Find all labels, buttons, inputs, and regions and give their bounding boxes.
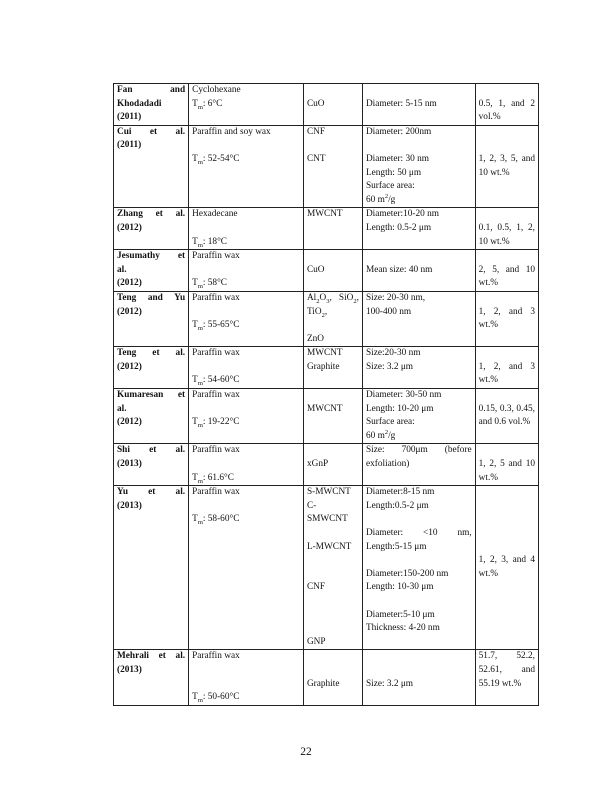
- pcm-line: $T_m$: 6°C: [192, 98, 223, 111]
- size-line: Diameter:5-10 μm: [365, 609, 435, 620]
- pcm-line: [192, 554, 300, 568]
- additive-line: [307, 194, 359, 208]
- additive-line: [307, 472, 359, 486]
- pcm-line: [192, 622, 300, 636]
- author-line: Fan and: [117, 85, 186, 95]
- pcm-line: [192, 264, 300, 278]
- loading-line: [479, 486, 535, 500]
- pcm-line: Paraffin and soy wax: [192, 126, 271, 137]
- loading-line: [479, 292, 535, 306]
- size-line: [366, 650, 472, 664]
- pcm-line: $T_m$: 50-60°C: [192, 692, 240, 704]
- pcm-line: [192, 500, 300, 514]
- size-line: Size: 700μm (before: [365, 445, 472, 456]
- loading-line: [479, 126, 535, 140]
- cell-size: [362, 125, 475, 208]
- cell-loading: [475, 84, 538, 126]
- pcm-line: [192, 527, 300, 541]
- loading-line: 52.61, and: [478, 664, 535, 675]
- pcm-line: [192, 180, 300, 194]
- loading-line: 1, 2, 3, 5, and: [478, 153, 535, 164]
- loading-line: [479, 194, 535, 208]
- additive-line: S-MWCNT: [306, 487, 351, 498]
- pcm-line: Paraffin wax: [192, 292, 240, 303]
- size-line: [366, 111, 472, 125]
- size-line: [366, 472, 472, 486]
- additive-line: [307, 650, 359, 664]
- additive-line: CNF: [306, 582, 326, 593]
- cell-additive: [303, 389, 362, 444]
- loading-line: [479, 500, 535, 514]
- author-line: [117, 153, 185, 167]
- pcm-line: [192, 458, 300, 472]
- pcm-line: $T_m$: 54-60°C: [192, 375, 240, 388]
- cell-size: [362, 389, 475, 444]
- author-line: Teng and Yu: [117, 292, 186, 303]
- additive-line: CuO: [306, 264, 325, 275]
- cell-loading: [475, 208, 538, 250]
- size-line: Diameter:10-20 nm: [365, 209, 440, 220]
- author-line: Mehrali et al.: [117, 651, 186, 662]
- additive-line: [307, 277, 359, 291]
- cell-author: [114, 650, 189, 705]
- pcm-line: [192, 541, 300, 555]
- pcm-line: [192, 403, 300, 417]
- size-line: [366, 277, 472, 291]
- author-line: [117, 622, 185, 636]
- loading-line: 1, 2, and 3: [478, 361, 535, 372]
- additive-line: [307, 389, 359, 403]
- size-line: Length:5-15 μm: [365, 541, 427, 552]
- size-line: [366, 636, 472, 650]
- loading-line: wt.%: [478, 472, 499, 483]
- table-body: [114, 84, 539, 706]
- loading-line: [479, 513, 535, 527]
- pcm-line: [192, 306, 300, 320]
- size-line: Diameter: <10 nm,: [365, 528, 472, 538]
- author-line: (2011): [117, 112, 142, 123]
- loading-line: [479, 541, 535, 555]
- size-line: Length: 0.5-2 μm: [365, 222, 432, 233]
- size-line: [366, 554, 472, 568]
- additive-line: [307, 595, 359, 609]
- pcm-line: $T_m$: 52-54°C: [192, 153, 240, 166]
- cell-size: [362, 208, 475, 250]
- loading-line: [479, 84, 535, 98]
- additive-line: [307, 84, 359, 98]
- size-line: exfoliation): [365, 459, 410, 470]
- nanoparticle-pcm-table: [113, 83, 539, 706]
- pcm-line: [192, 609, 300, 623]
- cell-size: [362, 444, 475, 486]
- additive-line: ZnO: [306, 333, 324, 344]
- additive-line: [307, 691, 359, 705]
- size-line: Length: 10-30 μm: [365, 582, 434, 593]
- author-line: [117, 636, 185, 650]
- loading-line: vol.%: [478, 112, 501, 123]
- size-line: [366, 319, 472, 333]
- cell-additive: [303, 250, 362, 292]
- loading-line: 1, 2, and 3: [478, 306, 535, 317]
- author-line: Shi et al.: [117, 445, 186, 456]
- cell-additive: [303, 444, 362, 486]
- cell-pcm: [189, 125, 304, 208]
- author-line: Zhang et al.: [117, 209, 186, 220]
- author-line: [117, 472, 185, 486]
- author-line: [117, 513, 185, 527]
- additive-line: $Al_2O_3$, SiO$_2$,: [306, 292, 359, 305]
- additive-line: SMWCNT: [306, 514, 348, 525]
- loading-line: 0.15, 0.3, 0.45,: [478, 403, 535, 414]
- cell-loading: [475, 291, 538, 346]
- pcm-line: Paraffin wax: [192, 651, 240, 662]
- loading-line: 55.19 wt.%: [478, 678, 522, 689]
- pcm-line: Paraffin wax: [192, 487, 240, 498]
- additive-line: xGnP: [306, 459, 329, 470]
- pcm-line: [192, 194, 300, 208]
- loading-line: [479, 333, 535, 347]
- author-line: [117, 180, 185, 194]
- loading-line: 10 wt.%: [478, 167, 510, 178]
- size-line: Size: 20-30 nm,: [365, 292, 426, 303]
- cell-pcm: [189, 650, 304, 705]
- pcm-line: $T_m$: 18°C: [192, 236, 227, 249]
- size-line: 60 $m^2/g$: [365, 428, 396, 441]
- size-line: Diameter: 30-50 nm: [365, 390, 442, 401]
- author-line: (2012): [117, 222, 142, 233]
- table-row: [114, 444, 539, 486]
- size-line: [366, 664, 472, 678]
- additive-line: MWCNT: [306, 403, 343, 414]
- pcm-line: [192, 139, 300, 153]
- author-line: [117, 554, 185, 568]
- cell-size: [362, 486, 475, 650]
- size-line: Thickness: 4-20 nm: [365, 623, 440, 634]
- pcm-line: [192, 664, 300, 678]
- additive-line: [307, 444, 359, 458]
- author-line: [117, 568, 185, 582]
- cell-author: [114, 486, 189, 650]
- pcm-line: $T_m$: 19-22°C: [192, 417, 240, 430]
- author-line: [117, 595, 185, 609]
- size-line: Length: 10-20 μm: [365, 403, 434, 414]
- size-line: Diameter: 30 nm: [365, 153, 429, 164]
- additive-line: MWCNT: [306, 348, 343, 359]
- loading-line: wt.%: [478, 375, 499, 386]
- size-line: Diameter:150-200 nm: [365, 568, 449, 579]
- additive-line: MWCNT: [306, 209, 343, 220]
- table-row: [114, 84, 539, 126]
- pcm-line: [192, 678, 300, 692]
- loading-line: [479, 389, 535, 403]
- pcm-line: [192, 568, 300, 582]
- additive-line: L-MWCNT: [306, 541, 352, 552]
- author-line: [117, 319, 185, 333]
- author-line: (2013): [117, 459, 142, 470]
- loading-line: [479, 581, 535, 595]
- table-row: [114, 208, 539, 250]
- cell-loading: [475, 125, 538, 208]
- loading-line: [479, 527, 535, 541]
- cell-loading: [475, 389, 538, 444]
- author-line: al.: [117, 403, 127, 414]
- pcm-line: $T_m$: 58-60°C: [192, 514, 240, 527]
- size-line: [366, 250, 472, 264]
- cell-additive: [303, 125, 362, 208]
- loading-line: 1, 2, 5 and 10: [478, 459, 535, 470]
- size-line: [366, 374, 472, 388]
- cell-author: [114, 84, 189, 126]
- loading-line: wt.%: [478, 568, 499, 579]
- cell-size: [362, 84, 475, 126]
- pcm-line: [192, 430, 300, 444]
- loading-line: [479, 609, 535, 623]
- author-line: (2012): [117, 306, 142, 317]
- table-row: [114, 347, 539, 389]
- author-line: [117, 167, 185, 181]
- pcm-line: [192, 581, 300, 595]
- page-number: 22: [300, 746, 312, 758]
- size-line: Size: 3.2 μm: [365, 361, 414, 372]
- loading-line: [479, 691, 535, 705]
- author-line: (2011): [117, 140, 142, 151]
- additive-line: [307, 622, 359, 636]
- size-line: Length: 50 μm: [365, 167, 422, 178]
- loading-line: [479, 430, 535, 444]
- additive-line: CuO: [306, 98, 325, 109]
- loading-line: [479, 444, 535, 458]
- additive-line: [307, 664, 359, 678]
- loading-line: wt.%: [478, 320, 499, 331]
- size-line: [366, 84, 472, 98]
- cell-pcm: [189, 208, 304, 250]
- table-row: [114, 291, 539, 346]
- additive-line: Graphite: [306, 361, 340, 372]
- author-line: [117, 194, 185, 208]
- loading-line: [479, 250, 535, 264]
- size-line: Length:0.5-2 μm: [365, 500, 429, 511]
- cell-additive: [303, 347, 362, 389]
- author-line: [117, 374, 185, 388]
- pcm-line: [192, 167, 300, 181]
- author-line: (2013): [117, 500, 142, 511]
- pcm-line: [192, 222, 300, 236]
- pcm-line: $T_m$: 58°C: [192, 278, 227, 291]
- size-line: Surface area:: [365, 417, 415, 428]
- pcm-line: $T_m$: 55-65°C: [192, 320, 240, 332]
- additive-line: [307, 167, 359, 181]
- pcm-line: [192, 361, 300, 375]
- loading-line: 0.1, 0.5, 1, 2,: [478, 222, 535, 233]
- additive-line: [307, 250, 359, 264]
- loading-line: 2, 5, and 10: [478, 264, 535, 275]
- cell-author: [114, 347, 189, 389]
- cell-pcm: [189, 389, 304, 444]
- loading-line: [479, 595, 535, 609]
- additive-line: [307, 374, 359, 388]
- size-line: 100-400 nm: [365, 306, 412, 317]
- table-row: [114, 125, 539, 208]
- author-line: Cui et al.: [117, 126, 186, 137]
- cell-size: [362, 347, 475, 389]
- loading-line: [479, 636, 535, 650]
- pcm-line: [192, 333, 300, 347]
- size-line: Diameter:8-15 nm: [365, 487, 435, 498]
- additive-line: TiO$_2$,: [306, 306, 328, 319]
- additive-line: CNF: [306, 126, 326, 137]
- author-line: (2012): [117, 417, 142, 428]
- size-line: [366, 691, 472, 705]
- cell-loading: [475, 250, 538, 292]
- size-line: Mean size: 40 nm: [365, 264, 433, 275]
- author-line: Khodadadi: [117, 98, 162, 109]
- cell-additive: [303, 208, 362, 250]
- loading-line: [479, 347, 535, 361]
- pcm-line: Cyclohexane: [192, 85, 241, 95]
- author-line: [117, 430, 185, 444]
- cell-size: [362, 291, 475, 346]
- pcm-line: Paraffin wax: [192, 445, 240, 456]
- cell-pcm: [189, 486, 304, 650]
- author-line: (2012): [117, 361, 142, 372]
- loading-line: [479, 139, 535, 153]
- cell-author: [114, 444, 189, 486]
- author-line: (2012): [117, 278, 142, 289]
- size-line: Diameter: 5-15 nm: [365, 98, 437, 109]
- loading-line: wt.%: [478, 278, 499, 289]
- cell-loading: [475, 650, 538, 705]
- author-line: al.: [117, 264, 127, 275]
- pcm-line: Paraffin wax: [192, 390, 240, 401]
- cell-author: [114, 291, 189, 346]
- author-line: [117, 541, 185, 555]
- additive-line: [307, 139, 359, 153]
- author-line: Yu et al.: [117, 487, 186, 498]
- additive-line: GNP: [306, 636, 326, 647]
- size-line: Size:20-30 nm: [365, 348, 421, 359]
- additive-line: [307, 609, 359, 623]
- loading-line: 51.7, 52.2,: [478, 651, 535, 662]
- pcm-line: [192, 595, 300, 609]
- size-line: [366, 513, 472, 527]
- additive-line: CNT: [306, 153, 326, 164]
- additive-line: [307, 111, 359, 125]
- additive-line: [307, 568, 359, 582]
- cell-pcm: [189, 347, 304, 389]
- additive-line: C-: [306, 500, 317, 511]
- author-line: [117, 678, 185, 692]
- cell-loading: [475, 486, 538, 650]
- loading-line: and 0.6 vol.%: [478, 417, 531, 428]
- additive-line: [307, 416, 359, 430]
- size-line: 60 $m^2/g$: [365, 192, 396, 205]
- cell-size: [362, 650, 475, 705]
- author-line: [117, 236, 185, 250]
- author-line: [117, 581, 185, 595]
- size-line: Size: 3.2 μm: [365, 678, 414, 689]
- pcm-line: $T_m$: 61.6°C: [192, 472, 234, 485]
- author-line: [117, 609, 185, 623]
- cell-size: [362, 250, 475, 292]
- table-row: [114, 486, 539, 650]
- table-row: [114, 650, 539, 705]
- cell-pcm: [189, 291, 304, 346]
- additive-line: [307, 527, 359, 541]
- table-row: [114, 389, 539, 444]
- cell-loading: [475, 444, 538, 486]
- loading-line: 1, 2, 3, and 4: [478, 555, 535, 566]
- author-line: Kumaresan et: [117, 390, 186, 401]
- loading-line: [479, 622, 535, 636]
- loading-line: [479, 180, 535, 194]
- author-line: [117, 691, 185, 705]
- size-line: Diameter: 200nm: [365, 126, 432, 137]
- cell-additive: [303, 84, 362, 126]
- pcm-line: Paraffin wax: [192, 348, 240, 359]
- cell-author: [114, 208, 189, 250]
- cell-author: [114, 389, 189, 444]
- cell-pcm: [189, 444, 304, 486]
- author-line: [117, 333, 185, 347]
- additive-line: Graphite: [306, 678, 340, 689]
- size-line: Surface area:: [365, 181, 415, 192]
- size-line: [366, 333, 472, 347]
- author-line: (2013): [117, 664, 142, 675]
- cell-author: [114, 250, 189, 292]
- additive-line: [307, 319, 359, 333]
- additive-line: [307, 222, 359, 236]
- pcm-line: [192, 111, 300, 125]
- additive-line: [307, 180, 359, 194]
- cell-additive: [303, 291, 362, 346]
- pcm-line: Paraffin wax: [192, 251, 240, 262]
- cell-loading: [475, 347, 538, 389]
- loading-line: 10 wt.%: [478, 236, 510, 247]
- author-line: [117, 527, 185, 541]
- cell-additive: [303, 650, 362, 705]
- additive-line: [307, 554, 359, 568]
- loading-line: [479, 208, 535, 222]
- size-line: [366, 595, 472, 609]
- additive-line: [307, 236, 359, 250]
- cell-additive: [303, 486, 362, 650]
- cell-pcm: [189, 84, 304, 126]
- table-row: [114, 250, 539, 292]
- cell-author: [114, 125, 189, 208]
- additive-line: [307, 430, 359, 444]
- size-line: [366, 236, 472, 250]
- author-line: Jesumathy et: [117, 251, 186, 262]
- author-line: Teng et al.: [117, 348, 186, 359]
- size-line: [366, 139, 472, 153]
- pcm-line: [192, 636, 300, 650]
- pcm-line: Hexadecane: [192, 209, 238, 220]
- cell-pcm: [189, 250, 304, 292]
- loading-line: 0.5, 1, and 2: [478, 98, 535, 109]
